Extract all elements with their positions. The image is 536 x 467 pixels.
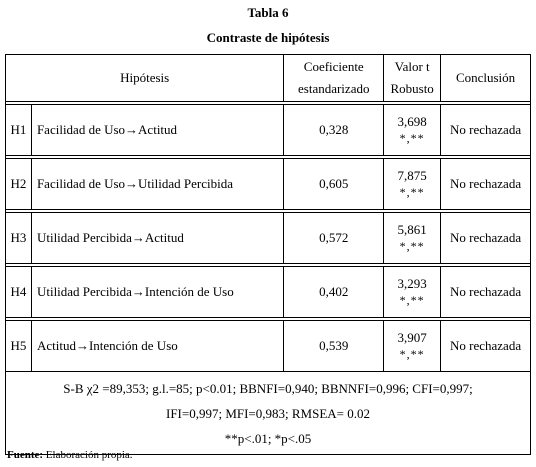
table-title: Contraste de hipótesis [206,30,330,45]
coefficient-value: 0,572 [284,213,384,264]
table-row [6,159,531,210]
significance-marks: *,** [399,185,425,199]
significance-marks: *,** [399,239,425,253]
hypothesis-name: Facilidad de Uso→Utilidad Percibida [31,159,283,210]
coefficient-value: 0,402 [284,267,384,318]
table-row [6,321,531,372]
source-note [7,449,133,461]
header-conclusion: Conclusión [441,55,531,102]
significance-marks: *,** [399,131,425,145]
hypothesis-name: Actitud→Intención de Uso [31,321,283,372]
conclusion-value: No rechazada [441,267,531,318]
t-value: 3,698 [397,114,427,129]
hypothesis-name: Utilidad Percibida→Intención de Uso [31,267,283,318]
t-value-cell [384,105,441,156]
fit-indices-cell [6,372,531,455]
fit-indices-row [6,372,531,455]
table-row [6,267,531,318]
t-value: 5,861 [397,222,427,237]
hypothesis-id: H1 [6,105,32,156]
hypothesis-table [5,54,531,455]
t-value-cell [384,267,441,318]
fit-indices-line2: IFI=0,997; MFI=0,983; RMSEA= 0.02 [165,405,370,421]
coefficient-value: 0,539 [284,321,384,372]
t-value-cell [384,159,441,210]
hypothesis-name: Utilidad Percibida→Actitud [31,213,283,264]
t-value-cell [384,213,441,264]
hypothesis-id: H2 [6,159,32,210]
t-value: 3,293 [397,276,427,291]
header-t-value-line1: Valor t [394,59,430,74]
header-coefficient-line2: estandarizado [298,81,370,96]
header-t-value [384,55,441,102]
table-row [6,213,531,264]
t-value: 7,875 [397,168,427,183]
hypothesis-id: H4 [6,267,32,318]
coefficient-value: 0,328 [284,105,384,156]
header-t-value-line2: Robusto [390,81,434,96]
t-value: 3,907 [397,330,427,345]
header-hypothesis: Hipótesis [6,55,284,102]
conclusion-value: No rechazada [441,213,531,264]
significance-marks: *,** [399,347,425,361]
source-text: Elaboración propia. [45,449,133,461]
conclusion-value: No rechazada [441,105,531,156]
table-number: Tabla 6 [247,5,289,20]
table-row [6,105,531,156]
table-header-row [6,55,531,102]
conclusion-value: No rechazada [441,321,531,372]
significance-note: **p<.01; *p<.05 [224,430,312,446]
source-label: Fuente: [7,449,44,461]
t-value-cell [384,321,441,372]
conclusion-value: No rechazada [441,159,531,210]
header-coefficient [284,55,384,102]
hypothesis-id: H3 [6,213,32,264]
coefficient-value: 0,605 [284,159,384,210]
hypothesis-name: Facilidad de Uso→Actitud [31,105,283,156]
fit-indices-line1: S-B χ2 =89,353; g.l.=85; p<0.01; BBNFI=0,940; BBNNFI=0,996; CFI=0,997; [63,380,473,396]
header-coefficient-line1: Coeficiente [303,59,364,74]
hypothesis-id: H5 [6,321,32,372]
significance-marks: *,** [399,293,425,307]
